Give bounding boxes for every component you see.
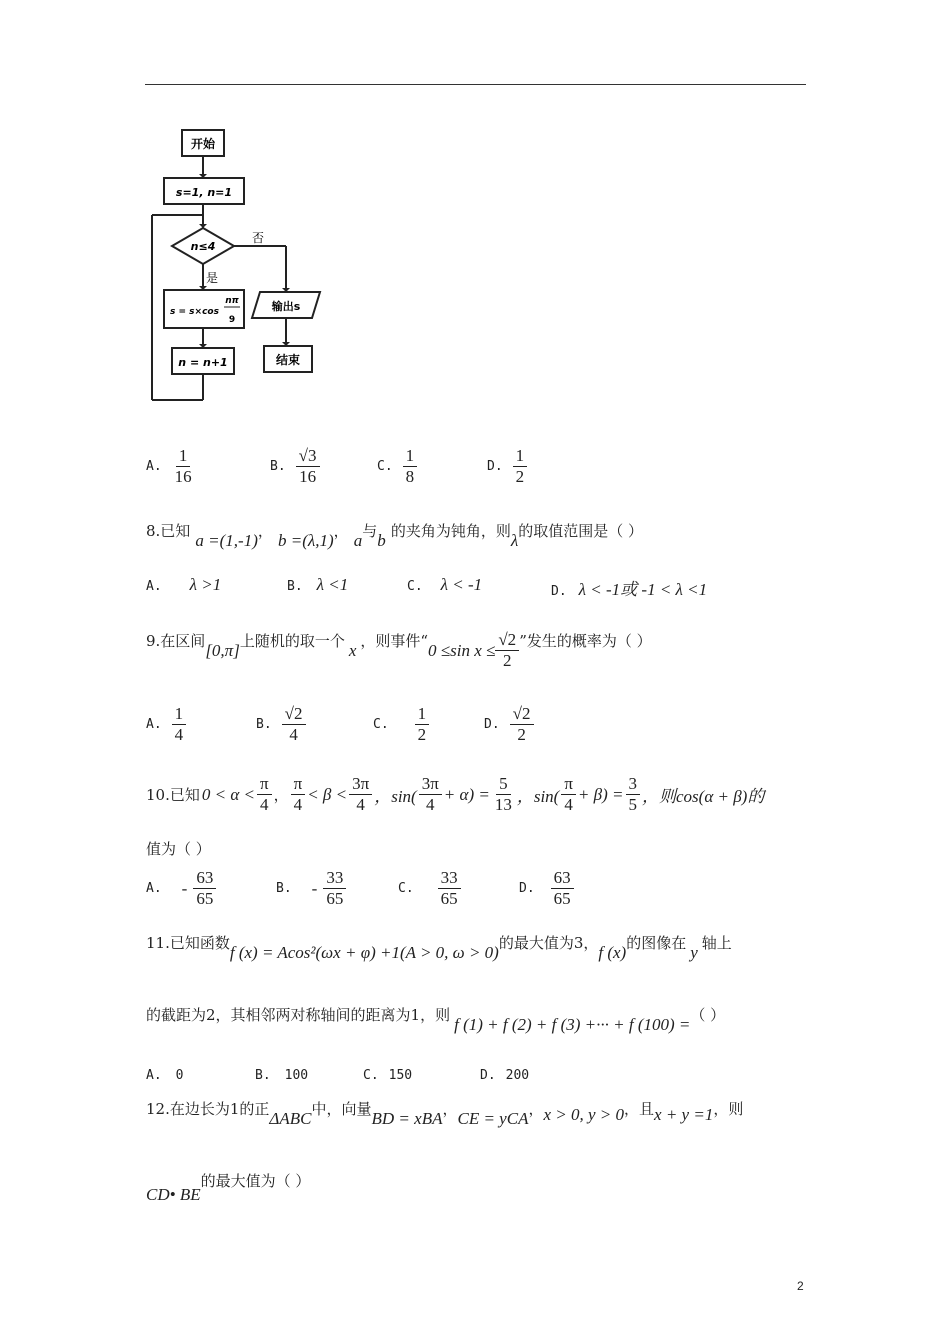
- q11-option-d: D. 200: [480, 1068, 530, 1083]
- q10-option-a: A. - $\frac{63}{65}$: [146, 868, 216, 909]
- fc-init: s=1, n=1: [175, 186, 233, 199]
- header-rule: [145, 84, 806, 85]
- fc-cond: n≤4: [190, 240, 216, 253]
- q8-option-b: B. λ <1: [287, 575, 349, 594]
- q9-option-a: A. $\frac{1}{4}$: [146, 704, 186, 745]
- q10-option-d: D. $\frac{63}{65}$: [519, 868, 574, 909]
- q7-option-a: A. $\frac{1}{16}$: [146, 446, 192, 486]
- q9-option-b: B. $\frac{√2}{4}$: [256, 704, 306, 745]
- fc-assign-den: 9: [228, 315, 236, 325]
- q12-stem: 12.在边长为1的正ΔABC中，向量BD = xBA，CE = yCA，x > 0, y > 0，且x + y =1，则: [146, 1100, 744, 1128]
- page-number: 2: [797, 1279, 804, 1293]
- q11-option-b: B. 100: [255, 1068, 309, 1083]
- fc-end: 结束: [275, 353, 301, 367]
- q8-option-c: C. λ < -1: [407, 575, 483, 594]
- q10-option-b: B. - $\frac{33}{65}$: [276, 868, 346, 909]
- q10-option-c: C. $\frac{33}{65}$: [398, 868, 461, 909]
- q8-option-d: D. λ < -1或 -1 < λ <1: [551, 580, 708, 599]
- fc-output: 输出s: [271, 300, 301, 313]
- fc-assign: s = s×cos: [170, 307, 219, 317]
- q8-option-a: A. λ >1: [146, 575, 222, 594]
- q11-option-c: C. 150: [363, 1068, 413, 1083]
- fc-yes: 是: [206, 271, 219, 285]
- q11-line2: 的截距为2，其相邻两对称轴间的距离为1，则 f (1) + f (2) + f (3) +··· + f (100) =（ ）: [146, 1006, 726, 1034]
- flowchart: [140, 120, 370, 420]
- q10-stem: 10.已知 0 < α < $\frac{\pi}{4}$ ， $\frac{\pi}{4}$ < β < $\frac{3\pi}{4}$ ，sin( $\frac{3\pi}{4}$ + α) = $\frac{5}{13}$ ，sin( $\frac{\pi}{4}$ + β) = $\frac{3}{5}$ ，则cos(α + β)的: [146, 774, 765, 814]
- fc-incr: n = n+1: [178, 356, 228, 369]
- q11-option-a: A. 0: [146, 1068, 184, 1083]
- q10-line2: 值为（ ）: [146, 840, 211, 858]
- q12-line2: CD• BE的最大值为（ ）: [146, 1172, 311, 1204]
- q9-option-c: C. $\frac{1}{2}$: [373, 704, 429, 745]
- q9-stem: 9.在区间 [0,π] 上随机的取一个 x ，则事件“ 0 ≤sin x ≤ $\frac{√2}{2}$ ”发生的概率为（ ）: [146, 630, 652, 670]
- fc-assign-num: nπ: [225, 296, 239, 306]
- q7-option-b: B. $\frac{√3}{16}$: [270, 446, 320, 487]
- q11-stem: 11.已知函数f (x) = Acos²(ωx + φ) +1(A > 0, ω > 0)的最大值为3，f (x)的图像在 y 轴上: [146, 934, 732, 962]
- q8-stem: 8.已知 a =(1,-1)， b =(λ,1)， a与b 的夹角为钝角，则λ的取值范围是（ ）: [146, 522, 644, 550]
- q7-option-c: C. $\frac{1}{8}$: [377, 446, 417, 487]
- fc-start: 开始: [190, 137, 216, 151]
- q7-option-d: D. $\frac{1}{2}$: [487, 446, 527, 487]
- q9-option-d: D. $\frac{√2}{2}$: [484, 704, 534, 745]
- fc-no: 否: [252, 231, 265, 245]
